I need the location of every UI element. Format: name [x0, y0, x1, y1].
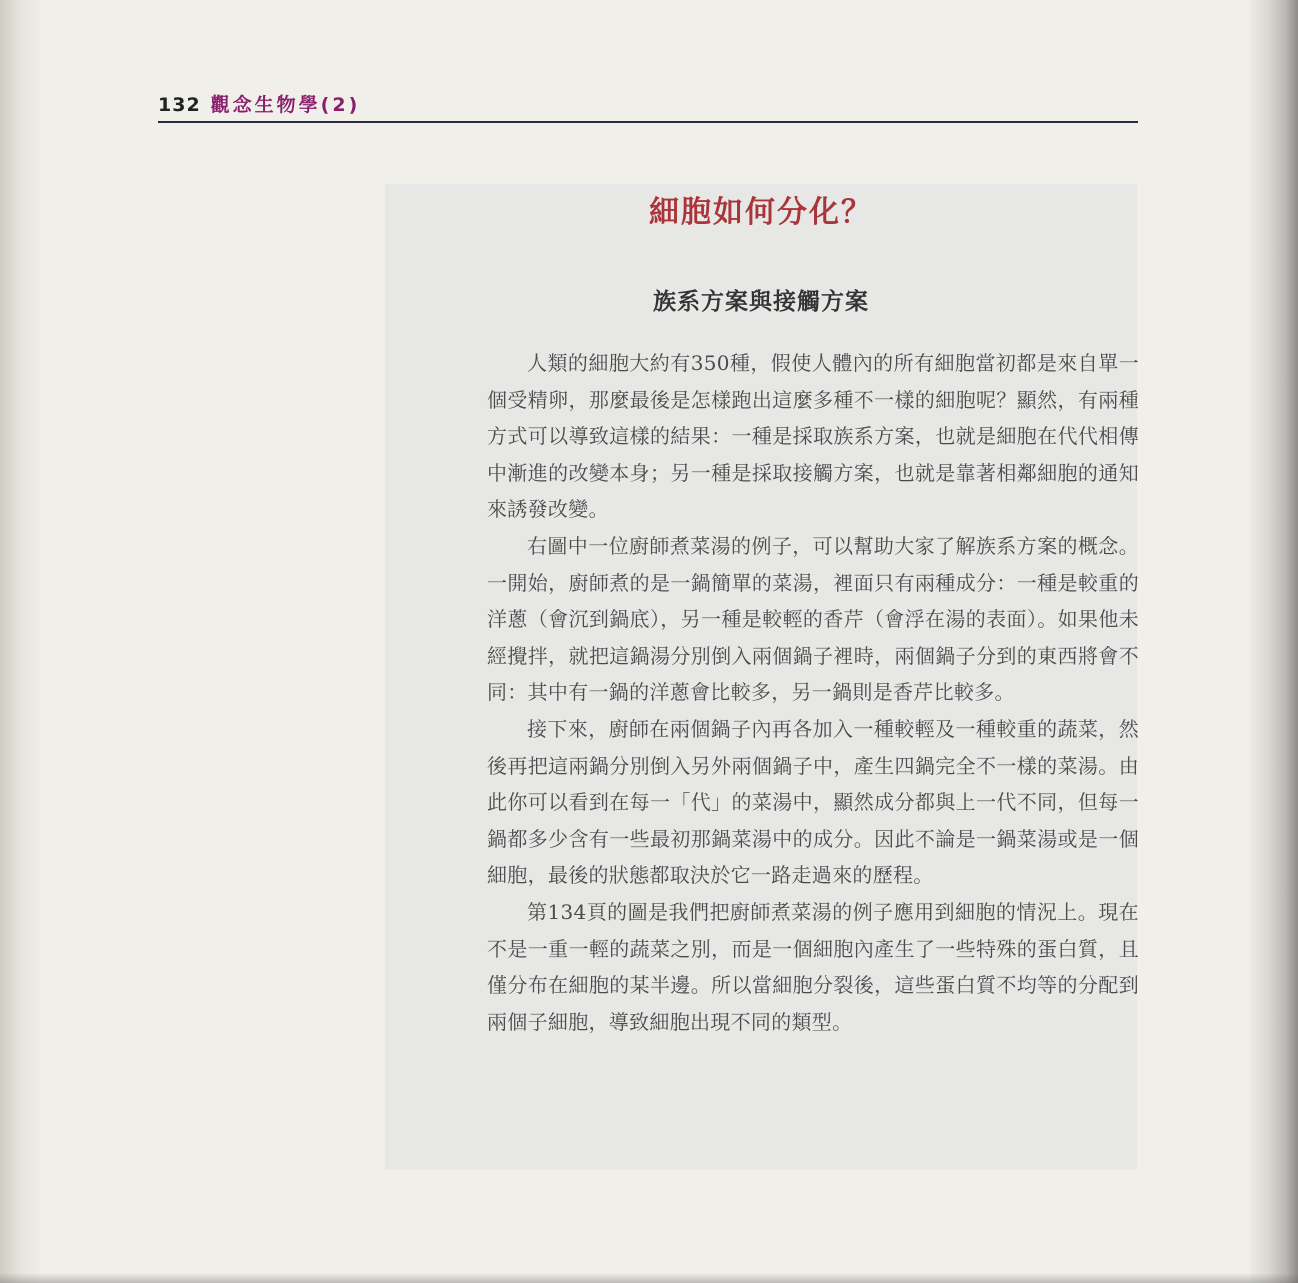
page-left-edge [0, 0, 40, 1283]
body-text [487, 345, 1139, 1040]
paragraph: 人類的細胞大約有350種，假使人體內的所有細胞當初都是來自單一個受精卵，那麼最後是怎樣跑出這麼多種不一樣的細胞呢？顯然，有兩種方式可以導致這樣的結果：一種是採取族系方案，也就是細胞在代代相傳中漸進的改變本身；另一種是採取接觸方案，也就是靠著相鄰細胞的通知來誘發改變。 [487, 351, 1139, 522]
paragraph: 接下來，廚師在兩個鍋子內再各加入一種較輕及一種較重的蔬菜，然後再把這兩鍋分別倒入另外兩個鍋子中，產生四鍋完全不一樣的菜湯。由此你可以看到在每一「代」的菜湯中，顯然成分都與上一代不同，但每一鍋都多少含有一些最初那鍋菜湯中的成分。因此不論是一鍋菜湯或是一個細胞，最後的狀態都取決於它一路走過來的歷程。 [487, 716, 1139, 888]
paragraph: 第134頁的圖是我們把廚師煮菜湯的例子應用到細胞的情況上。現在不是一重一輕的蔬菜之別，而是一個細胞內產生了一些特殊的蛋白質，且僅分布在細胞的某半邊。所以當細胞分裂後，這些蛋白質不均等的分配到兩個子細胞，導致細胞出現不同的類型。 [487, 899, 1139, 1034]
header-rule [158, 121, 1138, 123]
page-bottom-shadow [0, 1273, 1298, 1283]
running-header [158, 90, 360, 117]
section-title: 族系方案與接觸方案 [653, 289, 869, 315]
page-number: 132 [158, 94, 201, 116]
book-title: 觀念生物學(2) [210, 94, 361, 116]
paragraph: 右圖中一位廚師煮菜湯的例子，可以幫助大家了解族系方案的概念。一開始，廚師煮的是一鍋簡單的菜湯，裡面只有兩種成分：一種是較重的洋蔥（會沉到鍋底），另一種是較輕的香芹（會浮在湯的表面）。如果他未經攪拌，就把這鍋湯分別倒入兩個鍋子裡時，兩個鍋子分到的東西將會不同：其中有一鍋的洋蔥會比較多，另一鍋則是香芹比較多。 [487, 533, 1139, 705]
chapter-title: 細胞如何分化？ [649, 195, 873, 230]
page-binding-edge [1250, 0, 1298, 1283]
